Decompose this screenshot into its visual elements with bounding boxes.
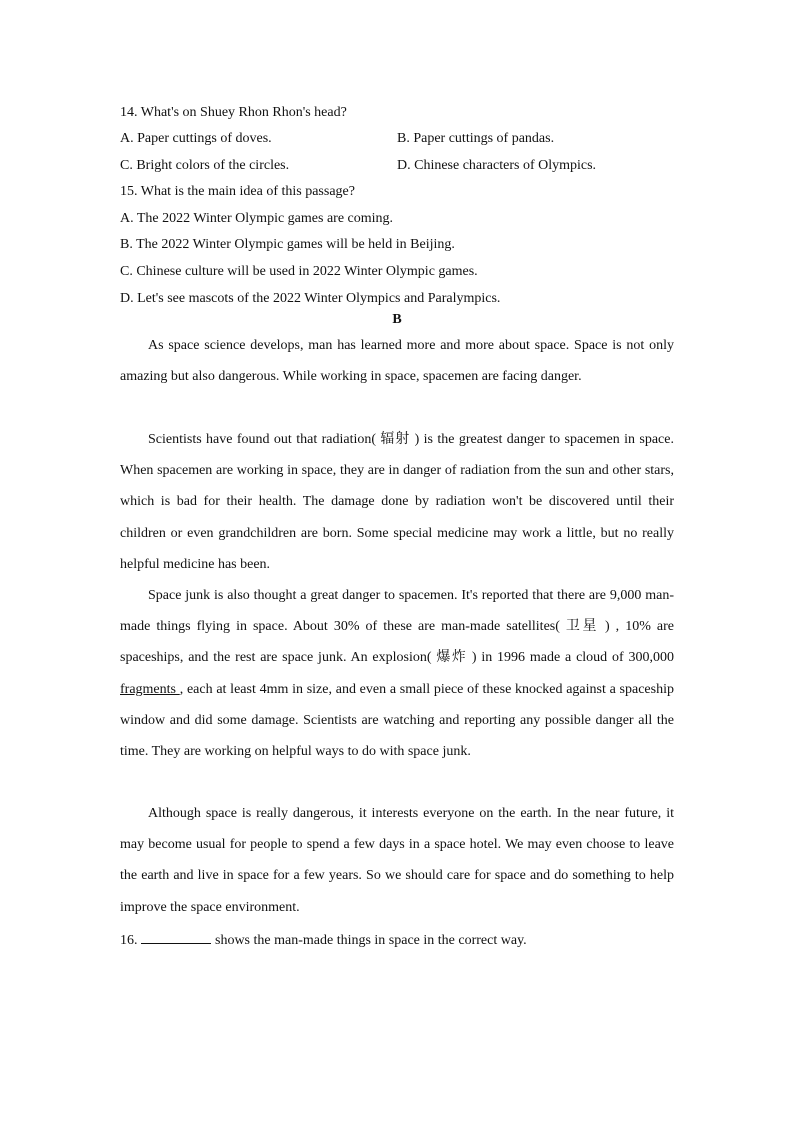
passage-paragraph-2: Scientists have found out that radiation( 辐射 ) is the greatest danger to spacemen in space. When spacemen are working in space, they are in danger of radiation from the sun and other stars, which is bad for their health. The damage done by radiation won't be discovered until their children or even grandchildren are born. Some special medicine may work a little, but no really helpful medicine has been. xyxy=(120,432,674,572)
question-16-text: shows the man-made things in space in the correct way. xyxy=(215,933,527,948)
question-15-stem: 15. What is the main idea of this passage? xyxy=(120,184,355,199)
question-15-option-d: D. Let's see mascots of the 2022 Winter Olympics and Paralympics. xyxy=(120,291,501,306)
question-14-option-c: C. Bright colors of the circles. xyxy=(120,158,290,173)
question-16 xyxy=(120,930,527,950)
question-14-option-d: D. Chinese characters of Olympics. xyxy=(397,158,597,173)
passage-paragraph-3 xyxy=(120,580,674,767)
underlined-word-fragments: fragments xyxy=(120,681,180,697)
paragraph-3-text-end: , each at least 4mm in size, and even a small piece of these knocked against a spaceship window and did some damage. Scientists are watching and reporting any possible danger all the time. They are working on helpful ways to do with space junk. xyxy=(120,681,674,760)
passage-paragraph-4: Although space is really dangerous, it interests everyone on the earth. In the near future, it may become usual for people to spend a few days in a space hotel. We may even choose to leave the earth and live in space for a few years. So we should care for space and do something to help improve the space environment. xyxy=(120,806,674,915)
question-15-option-c: C. Chinese culture will be used in 2022 Winter Olympic games. xyxy=(120,264,478,279)
paragraph-3-text-start: Space junk is also thought a great danger to spacemen. It's reported that there are 9,000 man-made things flying in space. About 30% of these are man-made satellites( 卫星 ) , 10% are spaceships, and the rest are space junk. An explosion( 爆炸 ) in 1996 made a cloud of 300,000 xyxy=(120,588,674,666)
question-14-option-b: B. Paper cuttings of pandas. xyxy=(397,131,555,146)
question-15-option-b: B. The 2022 Winter Olympic games will be held in Beijing. xyxy=(120,237,455,252)
passage-paragraph-1: As space science develops, man has learned more and more about space. Space is not only amazing but also dangerous. While working in space, spacemen are facing danger. xyxy=(120,338,674,385)
question-14-option-a: A. Paper cuttings of doves. xyxy=(120,131,272,146)
question-16-number: 16. xyxy=(120,933,138,948)
question-14-stem: 14. What's on Shuey Rhon Rhon's head? xyxy=(120,105,347,120)
question-16-answer-blank[interactable] xyxy=(141,930,211,944)
section-title: B xyxy=(392,312,402,327)
question-15-option-a: A. The 2022 Winter Olympic games are coming. xyxy=(120,211,394,226)
